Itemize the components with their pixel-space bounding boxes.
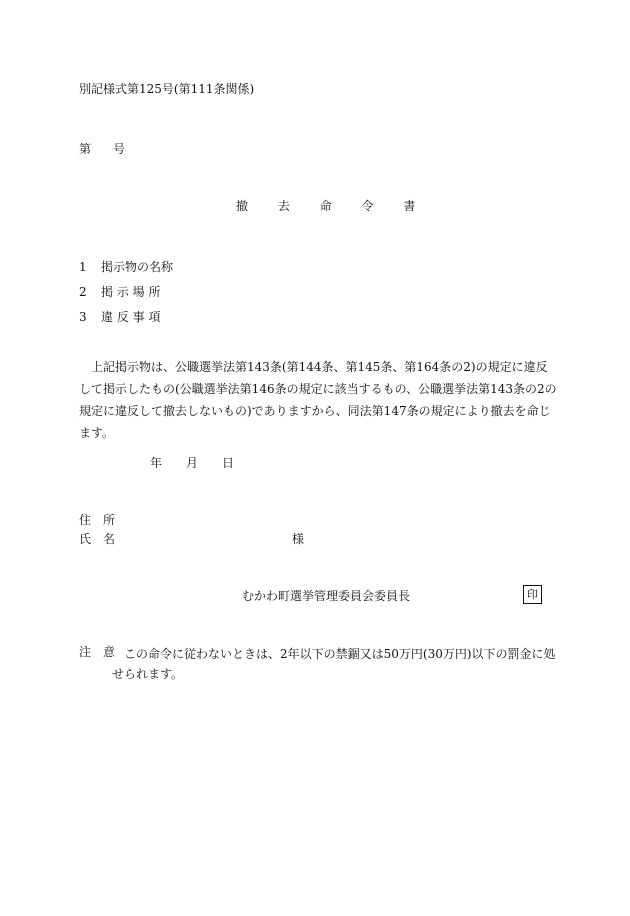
item-number: 2 — [79, 284, 87, 299]
item-label: 掲 示 場 所 — [101, 284, 161, 299]
address-label: 住 所 — [79, 513, 116, 527]
date-month: 月 — [186, 456, 199, 470]
title-char: 命 — [319, 199, 332, 213]
note-line-1: この命令に従わないときは、2年以下の禁錮又は50万円(30万円)以下の罰金に処 — [124, 647, 556, 661]
issuer-title: むかわ町選挙管理委員会委員長 — [242, 589, 411, 603]
doc-number-prefix: 第 — [79, 142, 92, 156]
note-label: 注 意 — [79, 645, 116, 659]
doc-number-suffix: 号 — [113, 142, 126, 156]
document-title — [236, 198, 415, 214]
name-label: 氏 名 — [79, 532, 116, 546]
seal-box: 印 — [523, 585, 542, 604]
list-item — [79, 304, 173, 329]
item-number: 3 — [79, 309, 87, 324]
title-char: 撤 — [236, 199, 249, 213]
honorific: 様 — [292, 532, 305, 546]
date-year: 年 — [150, 456, 163, 470]
date-line — [150, 455, 258, 471]
list-item — [79, 254, 173, 279]
form-reference: 別記様式第125号(第111条関係) — [79, 82, 255, 96]
item-label: 違 反 事 項 — [101, 309, 161, 324]
item-label: 掲示物の名称 — [101, 259, 174, 274]
order-body: 上記掲示物は、公職選挙法第143条(第144条、第145条、第164条の2)の規定に違反して掲示したもの(公職選挙法第146条の規定に該当するもの、公職選挙法第143条の2の規定に違反して撤去しないもの)でありますから、同法第147条の規定により撤去を命じます。 — [79, 360, 557, 440]
list-item — [79, 279, 173, 304]
title-char: 書 — [403, 199, 416, 213]
note-line-2: せられます。 — [112, 667, 184, 681]
document-number — [79, 141, 125, 157]
title-char: 去 — [277, 199, 290, 213]
item-number: 1 — [79, 259, 87, 274]
title-char: 令 — [361, 199, 374, 213]
note-text — [112, 644, 564, 684]
date-day: 日 — [222, 456, 235, 470]
item-list — [79, 254, 173, 329]
